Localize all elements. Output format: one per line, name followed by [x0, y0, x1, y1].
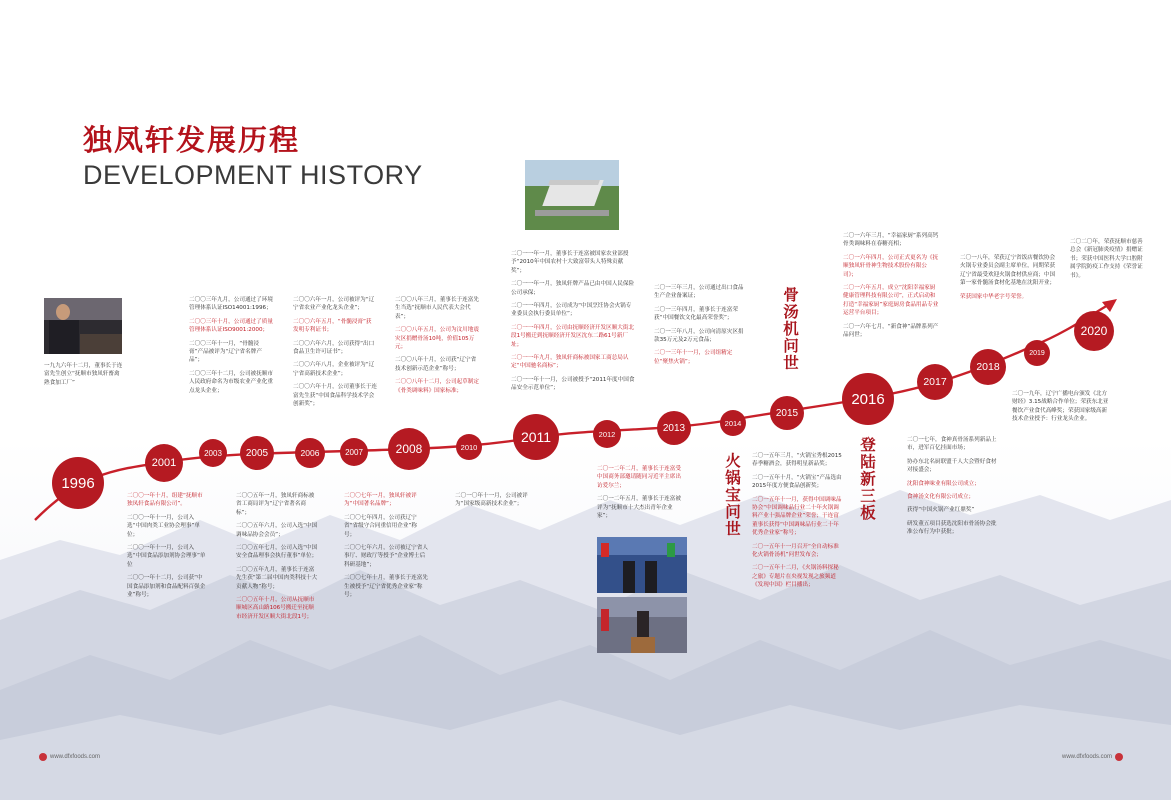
event-text: 获得“中国火锅产业红鼎奖” [907, 507, 975, 514]
event-block-2008 [395, 296, 479, 400]
page-number-badge [39, 753, 47, 761]
event-block-2016 [843, 232, 939, 344]
year-2012: 2012 [593, 420, 621, 448]
event-text: 二〇一五年十一月，获得中国调味品协会“中国调味品行业二十年火锅调料产业十强品牌企业”荣誉；于连富董事长获得“中国调味品行业二十年优秀企业家”称号； [752, 496, 842, 537]
event-text: 二〇〇六年八月，企业被评为“辽宁省高新技术企业”； [293, 362, 375, 377]
event-text: 二〇一三年八月，公司向清原灾区捐款35万元及2万元食品； [654, 328, 744, 344]
event-text: 二〇〇六年一月，公司被评为“辽宁省农业产业化龙头企业”； [293, 297, 375, 312]
event-text: 二〇二〇年，荣获抚顺市慈善总会《新冠肺炎疫情》捐赠证书；荣获中国医科大学口腔附属学院防疫工作支持《荣誉证书》。 [1070, 239, 1143, 279]
event-text: 二〇〇七年六月，公司被辽宁省人事厅、财政厅等授予“企业博士后科研基地”； [344, 545, 428, 568]
event-text: 二〇〇三年十一月，“骨髓浸膏”产品被评为“辽宁省名牌产品”； [189, 340, 262, 364]
event-text: 二〇〇八年三月，董事长于连富先生当选“抚顺市人民代表大会代表”； [395, 297, 479, 320]
founder-photo [44, 298, 122, 354]
event-block-2005 [236, 492, 318, 626]
event-text: 协办东北名厨联盟千人大会暨好食材对接盛会； [907, 458, 997, 474]
forum-photo-top [597, 537, 687, 593]
event-text: 二〇〇五年一月，独凤轩商标被省工商局评为“辽宁省著名商标”； [236, 493, 315, 516]
event-text: 二〇一一年九月，独凤轩商标被国家工商总局认定“中国驰名商标”； [511, 355, 629, 370]
event-text: 二〇〇七年一月，独凤轩被评为“中国著名品牌”； [344, 493, 417, 508]
event-text: 二〇一三年四月，董事长于连富荣获“中国餐饮文化最高荣誉奖”； [654, 306, 738, 322]
event-block-2017 [907, 436, 1001, 542]
event-block-2019 [1012, 390, 1112, 429]
event-text: 二〇〇一年十二月，公司获“中国食品添加剂和食品配料百强企业”称号； [127, 575, 206, 599]
year-2016: 2016 [842, 373, 894, 425]
event-text: 二〇〇六年六月，公司获得“出口食品卫生许可证书”； [293, 340, 375, 356]
event-text: 二〇〇三年十二月，公司被抚顺市人民政府命名为市级农业产业化重点龙头企业； [189, 370, 273, 394]
event-block-2007 [344, 492, 428, 604]
event-text: 二〇一一年一月，独凤轩牌产品已由中国人民保险公司承保； [511, 281, 635, 296]
year-2015: 2015 [770, 396, 804, 430]
event-text: 二〇一六年四月，公司正式更名为《抚顺独凤轩骨神生物技术股份有限公司》； [843, 254, 939, 278]
footer-right [1062, 753, 1126, 761]
label-new-third-board: 登陆新三板 [860, 435, 876, 522]
event-text: 荣获国家中华老字号荣誉。 [960, 293, 1028, 300]
year-2007: 2007 [340, 438, 368, 466]
event-block-2012 [597, 465, 685, 525]
event-text: 二〇〇八年十月，公司获“辽宁省技术创新示范企业”称号； [395, 357, 477, 372]
event-text: 二〇〇三年九月，公司通过了环境管理体系认证ISO14001:1996； [189, 297, 273, 312]
label-hotpot-bao: 火锅宝问世 [725, 451, 741, 538]
year-2010: 2010 [456, 434, 482, 460]
event-text: 二〇〇八年十二月，公司起草制定《骨类调味料》国家标准； [395, 379, 479, 394]
page-number-badge [1115, 753, 1123, 761]
year-2013: 2013 [657, 411, 691, 445]
footer-url: www.dfxfoods.com [50, 754, 101, 760]
event-text: 食神汤文化有限公司成立； [907, 494, 975, 501]
event-block-2018 [960, 254, 1056, 306]
event-block-2003 [189, 296, 273, 400]
event-block-2015 [752, 452, 844, 595]
event-text: 二〇一五年十二月，《火锅汤料探秘之旅》专题片在央视发现之旅频道《发现中国》栏目播出； [752, 565, 839, 589]
event-text: 二〇一三年三月，公司通过出口食品生产企业备案证； [654, 285, 744, 300]
event-text: 二〇一九年，辽宁广播电台颁发《北方财经》3.15战略合作单位；荣获东北亚餐饮产业食代高峰奖；荣获国家级高新技术企业授予：行业龙头企业。 [1012, 391, 1109, 423]
event-text: 二〇〇三年十月，公司通过了质量管理体系认证ISO9001:2000； [189, 318, 273, 334]
event-text: 二〇一一年四月，公司成为“中国烹饪协会火锅专业委员会执行委员单位”； [511, 303, 632, 318]
footer-left [36, 753, 100, 761]
event-block-2020 [1070, 238, 1144, 285]
event-text: 二〇一〇年十一月，公司被评为“国家级高新技术企业”； [455, 493, 528, 508]
event-text: 二〇〇六年十月，公司董事长于连富先生获“中国食品科学技术学会创新奖”； [293, 384, 377, 408]
event-text: 二〇〇五年九月，董事长于连富先生获“第二届中国肉类科技十大贡献人物”称号； [236, 566, 318, 590]
event-text: 二〇〇一年十月，组建“抚顺市独凤轩食品有限公司”。 [127, 493, 203, 508]
page-subtitle: DEVELOPMENT HISTORY [83, 160, 423, 190]
event-block-2001 [127, 492, 207, 604]
event-text: 二〇〇七年四月，公司获辽宁省“省级守合同重信用企业”称号； [344, 514, 417, 538]
event-text: 二〇〇七年十月，董事长于连富先生被授予“辽宁省优秀企业家”称号； [344, 575, 428, 599]
label-soup-machine: 骨汤机问世 [783, 285, 799, 372]
event-block-2013 [654, 284, 746, 371]
year-2008: 2008 [388, 428, 430, 470]
event-text: 二〇一八年，荣获辽宁省饭店餐饮协会火锅专业委员会副主席单位，同期荣获辽宁省最受欢迎火锅食材供应商；中国第一家骨髓汤食材化基地在沈阳开业； [960, 255, 1056, 287]
page-title: 独凤轩发展历程 [83, 123, 301, 157]
event-text: 二〇一三年十一月，公司组精定位“聚焦火锅”； [654, 350, 733, 365]
factory-photo [525, 160, 619, 230]
year-2006: 2006 [295, 438, 325, 468]
event-text: 二〇一一年四月，公司由抚顺经济开发区顺大街北段1号搬迁到抚顺经济开发区沈东二路61号新厂址； [511, 324, 635, 348]
event-text: 二〇〇五年十月，公司从抚顺市顺城区高山路106号搬迁至抚顺市经济开发区顺大街北段1号； [236, 597, 315, 620]
event-text: 二〇一六年三月，“幸福家厨”系列高钙骨类调味料在春糖亮相； [843, 233, 939, 248]
event-block-2011 [511, 250, 635, 398]
year-2014: 2014 [720, 410, 746, 436]
event-text: 二〇〇一年十一月，公司入选“中国食品添加剂协会理事”单位 [127, 545, 206, 568]
year-2011: 2011 [513, 414, 559, 460]
event-text: 二〇一五年十月，“火锅宝”产品选由2015年度方便食品创新奖； [752, 474, 842, 490]
event-text: 二〇〇一年十一月，公司入选“中国肉类工业协会理事”单位； [127, 514, 200, 538]
event-block-2010 [455, 492, 539, 514]
event-text: 二〇一六年五月，成立“沈阳幸福家厨健康管理科技有限公司”，正式启动和打造“幸福家厨”家庭厨房食品用品专业运营平台项目； [843, 285, 939, 317]
event-text: 二〇〇五年七月，公司入选“中国安全食品理事会执行董事”单位； [236, 545, 318, 560]
event-text: 二〇〇五年六月，公司入选“中国调味品协会会员”； [236, 523, 318, 538]
event-block-1996 [44, 362, 124, 392]
event-text: 二〇一七年，食神真骨汤系列新品上市，进军百亿挂面市场； [907, 437, 997, 452]
year-2005: 2005 [240, 436, 274, 470]
event-text: 一九九六年十二月，董事长于连富先生创立“抚顺市独凤轩畜禽熟食加工厂” [44, 363, 123, 386]
event-text: 二〇〇六年五月，“骨髓浸膏”获发明专利证书； [293, 318, 372, 334]
year-2017: 2017 [917, 364, 953, 400]
event-text: 研发董五项目获选沈阳市骨汤协会批准公布行为中获批； [907, 520, 997, 536]
forum-photo-bottom [597, 597, 687, 653]
event-text: 二〇一五年十一月召开“全自动标准化火锅骨汤机”问世发布会； [752, 543, 839, 559]
year-2001: 2001 [145, 444, 183, 482]
footer-url: www.dfxfoods.com [1062, 754, 1113, 760]
year-2019: 2019 [1024, 340, 1050, 366]
event-block-2006 [293, 296, 377, 413]
event-text: 二〇一二年五月，董事长于连富被评为“抚顺市十大杰出青年企业家”； [597, 496, 681, 520]
event-text: 二〇一一年十一月，公司被授予“2011年度中国食品安全示范单位”； [511, 376, 635, 392]
event-text: 沈阳食神味业有限公司成立； [907, 480, 980, 487]
year-2003: 2003 [199, 439, 227, 467]
year-2018: 2018 [970, 349, 1006, 385]
year-1996: 1996 [52, 457, 104, 509]
event-text: 二〇一二年二月，董事长于连富受中国商务部邀请随同习近平主席出访爱尔兰； [597, 466, 681, 489]
event-text: 二〇一五年三月，“火锅宝秀根2015春季糖酒会，获得明星新品奖； [752, 453, 842, 468]
year-2020: 2020 [1074, 311, 1114, 351]
event-text: 二〇一一年一月，董事长于连富被国家农业部授予“2010年中国农村十大致富带头人特殊贡献奖”； [511, 251, 629, 274]
event-text: 二〇一六年七月，“新食神”品牌系列产品问世； [843, 323, 939, 339]
event-text: 二〇〇八年五月，公司为汶川地震灾区捐赠骨汤10吨，价值105万元； [395, 327, 479, 351]
